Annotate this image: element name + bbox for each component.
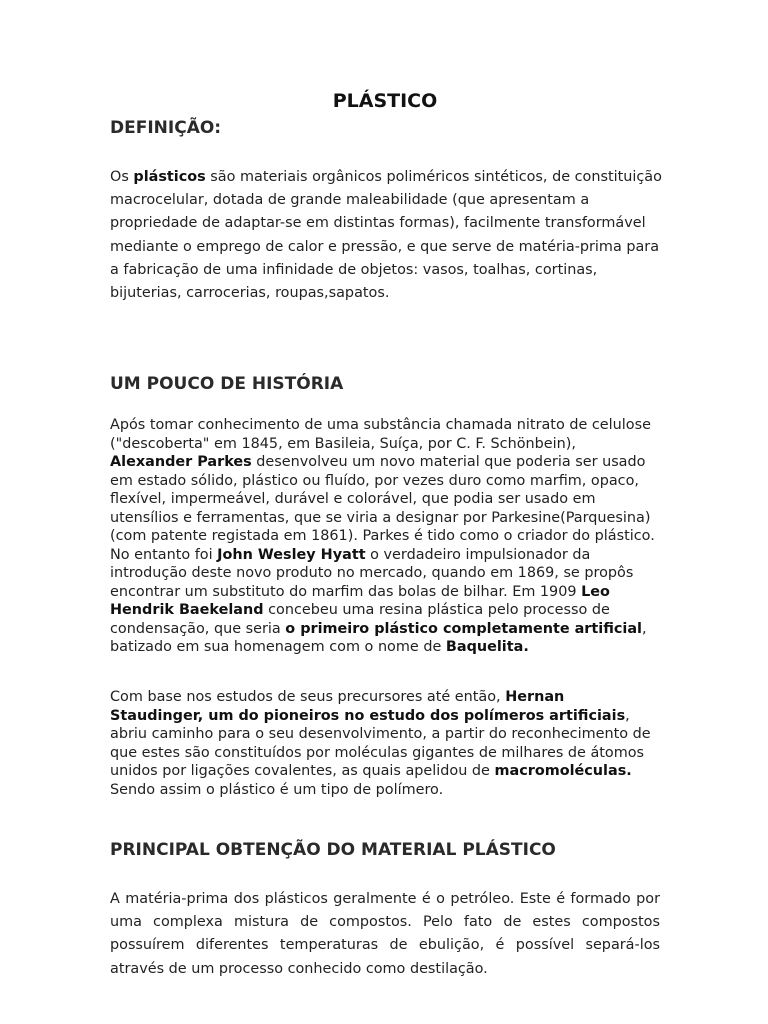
bold-term-plasticos: plásticos: [133, 169, 206, 185]
section-heading-definicao: DEFINIÇÃO:: [110, 118, 222, 138]
bold-name-hyatt: John Wesley Hyatt: [217, 546, 366, 563]
text-run: Os: [110, 169, 134, 185]
historia-paragraph-2: [110, 688, 660, 799]
text-run: , abriu caminho para o seu desenvolvimento, a partir do reconhecimento de que estes são constituídos por moléculas gigantes de milhares de átomos unidos por ligações covalentes, as quais apelidou de: [110, 707, 651, 779]
bold-term-baquelita: Baquelita.: [445, 639, 529, 655]
bold-name-baekeland: Leo Hendrik Baekeland: [110, 583, 610, 618]
text-run: concebeu uma resina plástica pelo processo de condensação, que seria: [110, 602, 610, 637]
bold-term-macromoleculas: macromoléculas.: [494, 763, 632, 779]
text-run: são materiais orgânicos poliméricos sintéticos, de constituição macrocelular, dotada de grande maleabilidade (que apresentam a propriedade de adaptar-se em distintas formas), facilmente transformável mediante o emprego de calor e pressão, e que serve de matéria-prima para a fabricação de uma infinidade de objetos: vasos, toalhas, cortinas, bijuterias, carrocerias, roupas,sapatos.: [110, 169, 662, 302]
section-heading-historia: UM POUCO DE HISTÓRIA: [110, 374, 344, 394]
historia-paragraph-1: [110, 416, 660, 657]
text-run: o verdadeiro impulsionador da introdução deste novo produto no mercado, quando em 1869, se propôs encontrar um substituto do marfim das bolas de bilhar. Em 1909: [110, 546, 634, 600]
text-run: , batizado em sua homenagem com o nome de: [110, 620, 647, 655]
text-run: desenvolveu um novo material que poderia ser usado em estado sólido, plástico ou fluído, por vezes duro como marfim, opaco, flexível, impermeável, durável e colorável, que podia ser usado em utensílios e ferramentas, que se viria a designar por Parkesine(Parquesina) (com patente registada em 1861). Parkes é tido como o criador do plástico. No entanto foi: [110, 454, 655, 563]
text-run: Sendo assim o plástico é um tipo de polímero.: [110, 781, 444, 798]
bold-name-staudinger: Hernan Staudinger, um do pioneiros no estudo dos polímeros artificiais: [110, 689, 626, 724]
text-run: Com base nos estudos de seus precursores até então,: [110, 689, 506, 705]
bold-name-parkes: Alexander Parkes: [110, 454, 252, 470]
text-run: Após tomar conhecimento de uma substância chamada nitrato de celulose ("descoberta" em 1845, em Basileia, Suíça, por C. F. Schönbein),: [110, 417, 651, 452]
definicao-paragraph: [110, 166, 662, 305]
bold-phrase-primeiro-plastico: o primeiro plástico completamente artificial: [285, 620, 642, 637]
obtencao-paragraph: A matéria-prima dos plásticos geralmente é o petróleo. Este é formado por uma complexa mistura de compostos. Pelo fato de estes compostos possuírem diferentes temperaturas de ebulição, é possível separá-los através de um processo conhecido como destilação.: [110, 891, 660, 977]
section-heading-obtencao: PRINCIPAL OBTENÇÃO DO MATERIAL PLÁSTICO: [110, 840, 556, 860]
page-title: PLÁSTICO: [332, 90, 438, 112]
